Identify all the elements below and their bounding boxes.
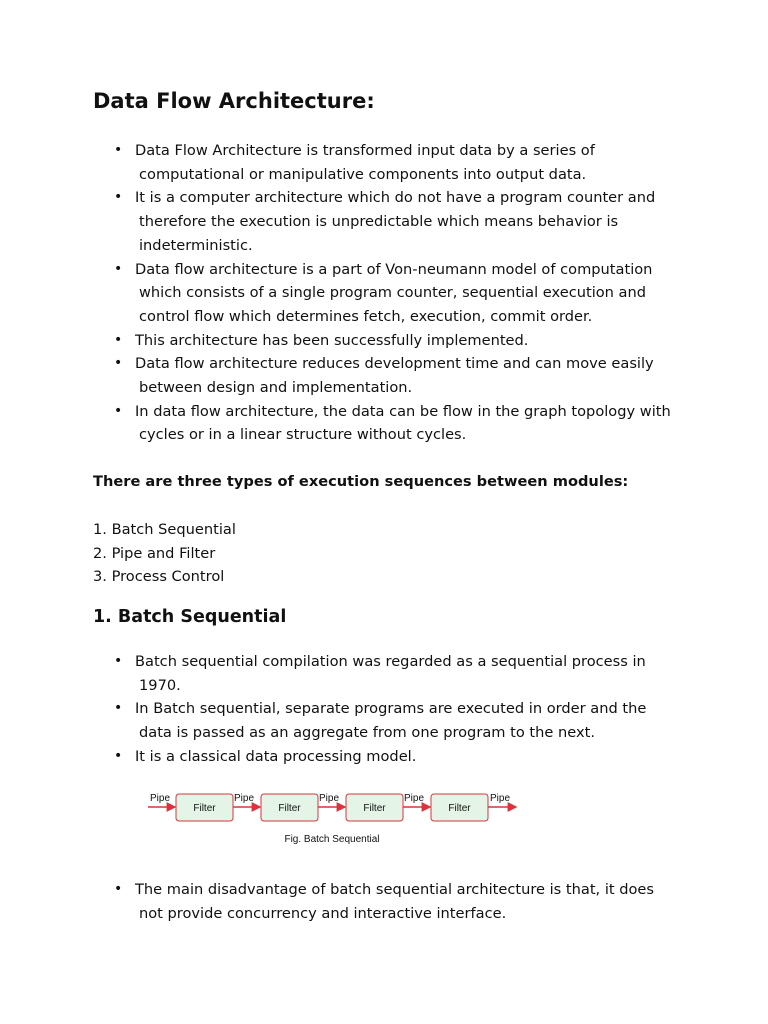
page-title: Data Flow Architecture: [93,89,375,113]
execution-types-list [93,518,236,589]
list-item: • In data flow architecture, the data can be flow in the graph topology with cycles or in a linear structure without cycles. [114,400,679,447]
batch-sequential-bullet-list [114,650,679,769]
list-item: • Data Flow Architecture is transformed input data by a series of computational or manipulative components into output data. [114,139,679,186]
execution-types-heading: There are three types of execution sequences between modules: [93,473,629,490]
list-item: • In Batch sequential, separate programs are executed in order and the data is passed as an aggregate from one program to the next. [114,697,679,744]
list-item: • Batch sequential compilation was regarded as a sequential process in 1970. [114,650,679,697]
list-item: • Data flow architecture is a part of Von-neumann model of computation which consists of a single program counter, sequential execution and control flow which determines fetch, execution, commit order. [114,258,679,329]
pipe-label: Pipe [404,793,425,804]
list-item: 3. Process Control [93,568,225,586]
list-item: • The main disadvantage of batch sequential architecture is that, it does not provide concurrency and interactive interface. [114,878,679,925]
list-item: • It is a computer architecture which do not have a program counter and therefore the execution is unpredictable which means behavior is indeterministic. [114,186,679,257]
list-item: 1. Batch Sequential [93,521,236,538]
pipe-label: Pipe [234,793,255,804]
diagram-caption: Fig. Batch Sequential [284,834,380,845]
list-item: • Data flow architecture reduces development time and can move easily between design and implementation. [114,352,679,399]
closing-bullet-list [114,878,679,925]
pipe-label: Pipe [319,793,340,804]
intro-bullet-list [114,139,679,447]
batch-sequential-diagram [140,785,530,855]
filter-label: Filter [193,803,216,814]
filter-label: Filter [278,803,301,814]
section-heading-batch-sequential: 1. Batch Sequential [93,607,287,627]
list-item: • It is a classical data processing model. [114,745,679,769]
filter-label: Filter [363,803,386,814]
list-item: 2. Pipe and Filter [93,544,216,562]
filter-label: Filter [448,803,471,814]
list-item: • This architecture has been successfully implemented. [114,329,679,353]
pipe-label: Pipe [150,793,171,804]
pipe-label: Pipe [490,793,511,804]
